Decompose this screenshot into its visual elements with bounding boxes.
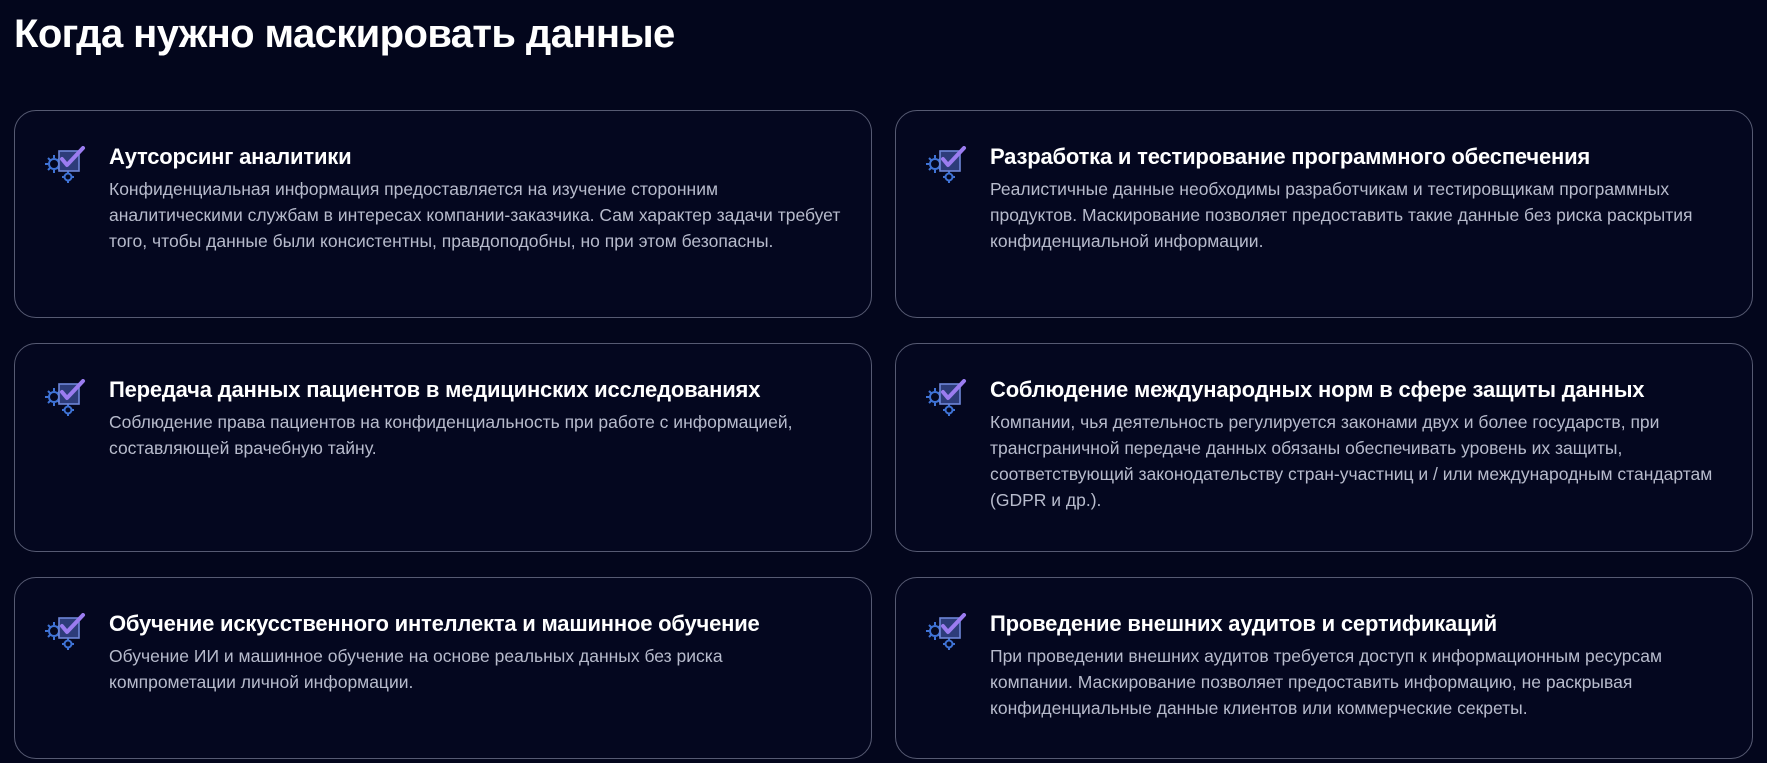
card-description: При проведении внешних аудитов требуется доступ к информационным ресурсам компании. Маскирование позволяет предоставить информацию, не раскрывая конфиденциальные данные клиентов или коммерческие секреты. — [990, 646, 1663, 718]
use-cases-grid — [14, 110, 1753, 759]
use-case-card-external-audits — [895, 577, 1753, 759]
page-title: Когда нужно маскировать данные — [14, 12, 675, 56]
gear-checkbox-icon — [926, 146, 968, 184]
card-title: Проведение внешних аудитов и сертификаций — [990, 611, 1497, 636]
use-case-card-medical-research — [14, 343, 872, 552]
gear-checkbox-icon — [926, 613, 968, 651]
use-case-card-international-compliance — [895, 343, 1753, 552]
card-description: Соблюдение права пациентов на конфиденциальность при работе с информацией, составляющей врачебную тайну. — [109, 412, 793, 458]
card-description: Реалистичные данные необходимы разработчикам и тестировщикам программных продуктов. Маскирование позволяет предоставить такие данные без риска раскрытия конфиденциальной информации. — [990, 179, 1693, 251]
gear-checkbox-icon — [45, 379, 87, 417]
card-description: Компании, чья деятельность регулируется законами двух и более государств, при трансграничной передаче данных обязаны обеспечивать уровень их защиты, соответствующий законодательству стран-участниц и / или международным стандартам (GDPR и др.). — [990, 412, 1713, 510]
use-case-card-ai-training — [14, 577, 872, 759]
use-case-card-software-testing — [895, 110, 1753, 318]
gear-checkbox-icon — [45, 146, 87, 184]
card-description: Обучение ИИ и машинное обучение на основе реальных данных без риска компрометации личной информации. — [109, 646, 723, 692]
card-title: Обучение искусственного интеллекта и машинное обучение — [109, 611, 760, 636]
gear-checkbox-icon — [45, 613, 87, 651]
gear-checkbox-icon — [926, 379, 968, 417]
card-title: Передача данных пациентов в медицинских исследованиях — [109, 377, 761, 402]
card-description: Конфиденциальная информация предоставляется на изучение сторонним аналитическими службам в интересах компании-заказчика. Сам характер задачи требует того, чтобы данные были консистентны, правдоподобны, но при этом безопасны. — [109, 179, 841, 251]
card-title: Аутсорсинг аналитики — [109, 144, 352, 169]
card-title: Разработка и тестирование программного обеспечения — [990, 144, 1591, 169]
use-case-card-outsourcing-analytics — [14, 110, 872, 318]
card-title: Соблюдение международных норм в сфере защиты данных — [990, 377, 1645, 402]
